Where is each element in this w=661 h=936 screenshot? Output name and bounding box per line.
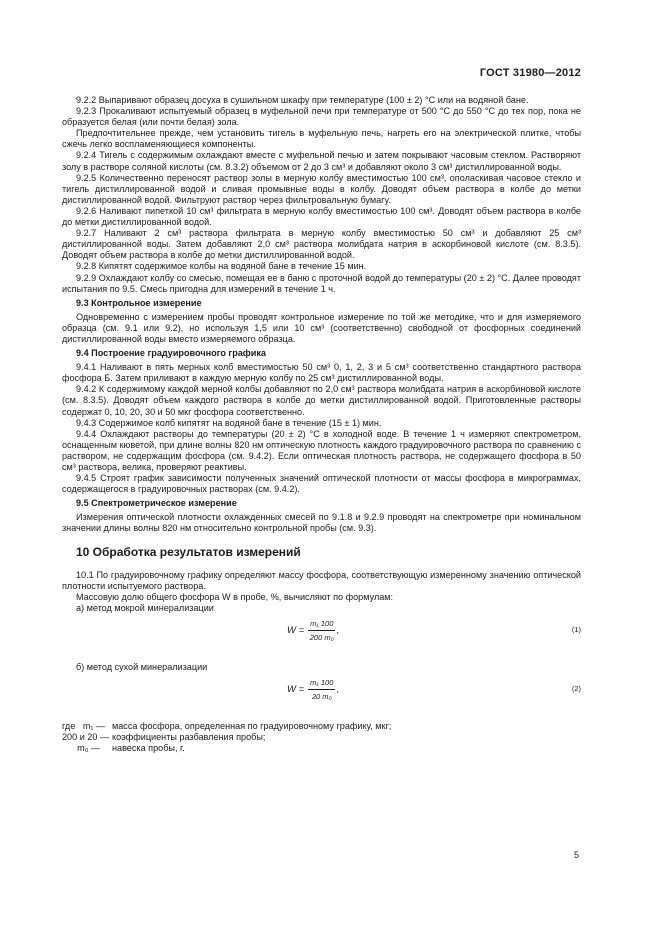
para-9-2-7: 9.2.7 Наливают 2 см³ раствора фильтрата в мерную колбу вместимостью 50 см³ и добавляют 25 см³ дистиллированной воды. Затем добавляют 2,0 см³ раствора молибдата натрия в аскорбиновой кислоте (см. 8.3.5). Доводят объем раствора в колбе до метки дистиллированной водой. [62,228,581,261]
para-9-2-5: 9.2.5 Количественно переносят раствор золы в мерную колбу вместимостью 100 см³, ополаскивая часовое стекло и тигель дистиллированной водой и сливая промывные воды в колбу. Доводят объем раствора в колбе до метки дистиллированной водой. Фильтруют раствор через фильтровальную бумагу. [62,172,581,205]
formula-1-number: (1) [571,625,581,635]
formula-1-lhs: W = [287,625,305,637]
para-9-2-2: 9.2.2 Выпаривают образец досуха в сушильном шкафу при температуре (100 ± 2) °С или на водяной бане. [76,95,529,105]
legend-symbol: 200 и 20 — [62,732,110,743]
formula-2-comma: , [336,684,340,696]
para-9-4-3: 9.4.3 Содержимое колб кипятят на водяной бане в течение (15 ± 1) мин. [76,417,382,428]
para-9-4-5: 9.4.5 Строят график зависимости полученных значений оптической плотности от массы фосфора в микрограммах, содержащегося в градуировочных растворах (см. 9.4.2). [62,473,581,495]
para-9-2-3: 9.2.3 Прокаливают испытуемый образец в муфельной печи при температуре от 500 °С до 550 °С до тех пор, пока не образуется белая (или почти белая) зола. [62,106,581,128]
para-9-2-3-note: Предпочтительнее прежде, чем установить тигель в муфельную печь, нагреть его на электрической плитке, чтобы сжечь легко воспламеняющиеся компоненты. [62,128,581,150]
para-9-2-9: 9.2.9 Охлаждают колбу со смесью, помещая ее в баню с проточной водой до температуры (20 ± 2) °С. Далее проводят испытания по 9.5. Смесь пригодна для измерений в течение 1 ч. [62,272,581,294]
formula-2 [62,677,581,711]
legend-text: навеска пробы, г. [112,743,185,754]
para-9-4-4: 9.4.4 Охлаждают растворы до температуры (20 ± 2) °С в холодной воде. В течение 1 ч измеряют спектрометром, оснащенным кюветой, при длине волны 820 нм оптическую плотность каждого градуировочного раствора по сравнению с раствором, не содержащим фосфора (см. 9.4.2). Если оптическая плотность раствора, не содержащего фосфора в 50 см³ раствора, велика, проверяют реактивы. [62,428,581,472]
legend-text: масса фосфора, определенная по градуировочному графику, мкг; [112,721,392,732]
standard-header: ГОСТ 31980—2012 [479,67,581,79]
formula-1-denominator: 200 m₀ [309,633,334,643]
formula-2-expression [287,677,339,702]
para-9-2-8: 9.2.8 Кипятят содержимое колбы на водяной бане в течение 15 мин. [76,261,367,272]
variable-legend [62,721,581,754]
heading-9-5: 9.5 Спектрометрическое измерение [76,498,237,509]
formula-2-numerator: m₁ 100 [308,677,335,690]
para-9-5: Измерения оптической плотности охлажденных смесей по 9.1.8 и 9.2.9 проводят на спектрометре при номинальном значении длины волны 820 нм относительно контрольной пробы (см. 9.3). [62,512,581,534]
formula-2-lhs: W = [287,684,305,696]
formula-1-fraction [308,618,335,643]
para-9-4-1: 9.4.1 Наливают в пять мерных колб вместимостью 50 см³ 0, 1, 2, 3 и 5 см³ соответственно стандартного раствора фосфора Б. Затем приливают в каждую мерную колбу по 25 см³ дистиллированной воды. [62,362,581,384]
formula-1-comma: , [336,625,340,637]
legend-text: коэффициенты разбавления пробы; [112,732,266,743]
formula-2-denominator: 20 m₀ [311,692,332,702]
para-9-3: Одновременно с измерением пробы проводят контрольное измерение по той же методике, что и для измеряемого образца (см. 9.1 или 9.2), но используя 1,5 или 10 см³ (соответственно) свободной от фосфорных соединений дистиллированной воды вместо измеряемого образца. [62,311,581,344]
formula-1 [62,618,581,652]
page-number: 5 [573,850,579,860]
legend-symbol: m₀ — [62,743,101,754]
para-10-1: 10.1 По градуировочному графику определяют массу фосфора, соответствующую измеренному значению оптической плотности испытуемого раствора. [62,569,581,591]
method-b-label: б) метод сухой минерализации [76,662,208,673]
formula-2-fraction [308,677,335,702]
para-9-2-6: 9.2.6 Наливают пипеткой 10 см³ фильтрата в мерную колбу вместимостью 100 см³. Доводят объем раствора в колбе до метки дистиллированной водой. [62,205,581,228]
heading-9-4: 9.4 Построение градуировочного графика [76,348,266,359]
formula-1-expression [287,618,339,643]
para-9-4-2: 9.4.2 К содержимому каждой мерной колбы добавляют по 2,0 см³ раствора молибдата натрия в аскорбиновой кислоте (см. 8.3.5). Доводят объем каждого раствора в колбе до метки дистиллированной водой. Приготовленные растворы содержат 0, 10, 20, 30 и 50 мкг фосфора соответственно. [62,384,581,417]
formula-1-numerator: m₁ 100 [308,618,335,631]
para-9-2-4: 9.2.4 Тигель с содержимым охлаждают вместе с муфельной печью и затем покрывают часовым стеклом. Растворяют золу в растворе соляной кислоты (см. 8.3.2) объемом от 2 до 3 см³ и добавляют около 3 см³ дистиллированной воды. [62,150,581,172]
heading-9-3: 9.3 Контрольное измерение [76,297,202,308]
legend-symbol: где m₁ — [62,721,106,732]
method-a-label: а) метод мокрой минерализации [76,602,214,613]
para-10-1-formula-intro: Массовую долю общего фосфора W в пробе, %, вычисляют по формулам: [76,591,394,602]
formula-2-number: (2) [571,684,581,694]
document-body [62,95,581,754]
heading-10: 10 Обработка результатов измерений [76,544,301,559]
